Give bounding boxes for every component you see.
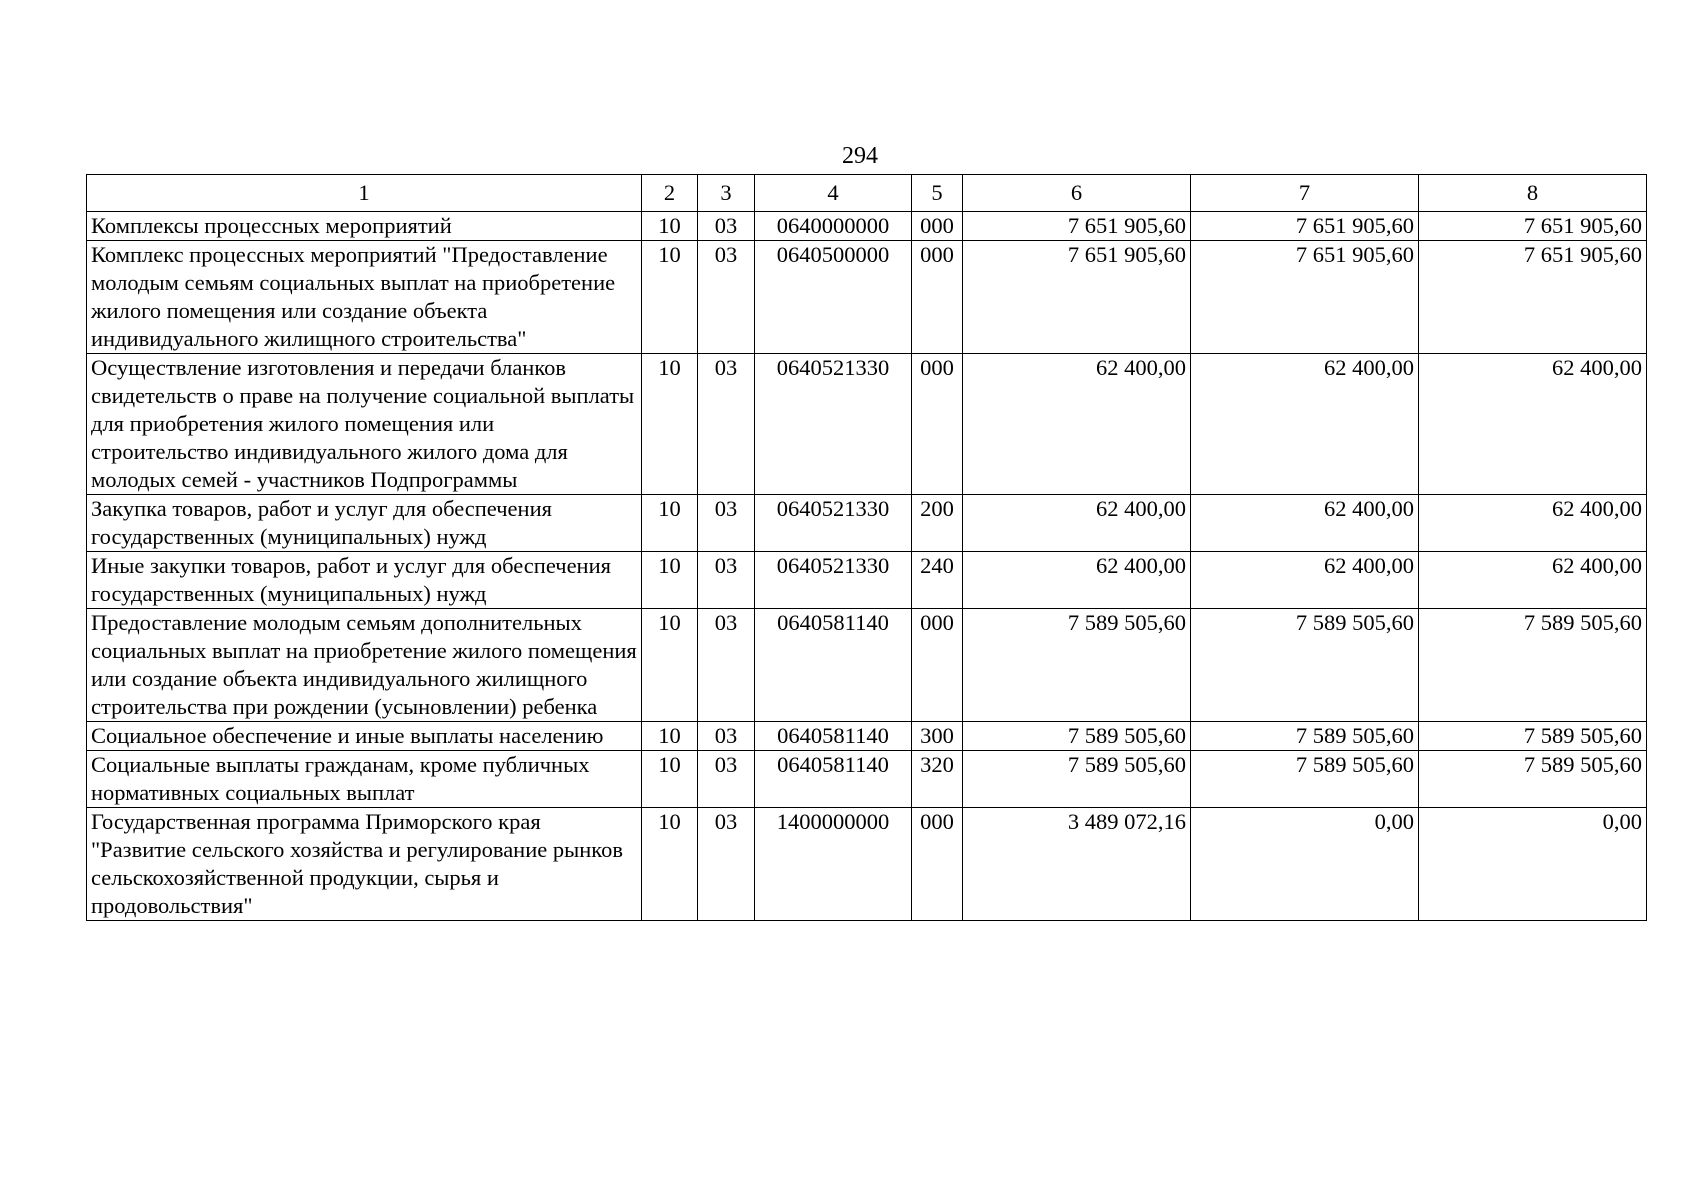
amount-col-8: 62 400,00 — [1419, 495, 1647, 552]
subsection-code: 03 — [698, 609, 755, 722]
target-article-code: 0640581140 — [755, 751, 912, 808]
header-cell: 8 — [1419, 175, 1647, 212]
budget-table — [86, 174, 1647, 921]
expense-type-code: 300 — [912, 722, 963, 751]
subsection-code: 03 — [698, 495, 755, 552]
header-cell: 1 — [87, 175, 642, 212]
amount-col-8: 7 651 905,60 — [1419, 241, 1647, 354]
amount-col-7: 7 589 505,60 — [1191, 751, 1419, 808]
amount-col-6: 7 651 905,60 — [963, 241, 1191, 354]
table-row — [87, 609, 1647, 722]
expense-type-code: 000 — [912, 241, 963, 354]
row-name: Социальные выплаты гражданам, кроме публичных нормативных социальных выплат — [87, 751, 642, 808]
section-code: 10 — [642, 609, 698, 722]
section-code: 10 — [642, 354, 698, 495]
amount-col-6: 3 489 072,16 — [963, 808, 1191, 921]
table-row — [87, 751, 1647, 808]
amount-col-8: 62 400,00 — [1419, 354, 1647, 495]
row-name: Комплекс процессных мероприятий "Предоставление молодым семьям социальных выплат на приобретение жилого помещения или создание объекта индивидуального жилищного строительства" — [87, 241, 642, 354]
table-row — [87, 241, 1647, 354]
subsection-code: 03 — [698, 241, 755, 354]
subsection-code: 03 — [698, 212, 755, 241]
section-code: 10 — [642, 495, 698, 552]
page-number: 294 — [842, 143, 878, 169]
row-name: Иные закупки товаров, работ и услуг для обеспечения государственных (муниципальных) нужд — [87, 552, 642, 609]
target-article-code: 0640000000 — [755, 212, 912, 241]
amount-col-8: 7 651 905,60 — [1419, 212, 1647, 241]
target-article-code: 0640521330 — [755, 354, 912, 495]
section-code: 10 — [642, 751, 698, 808]
expense-type-code: 320 — [912, 751, 963, 808]
target-article-code: 0640581140 — [755, 722, 912, 751]
row-name: Социальное обеспечение и иные выплаты населению — [87, 722, 642, 751]
table-row — [87, 212, 1647, 241]
header-cell: 3 — [698, 175, 755, 212]
amount-col-8: 62 400,00 — [1419, 552, 1647, 609]
expense-type-code: 000 — [912, 808, 963, 921]
header-cell: 4 — [755, 175, 912, 212]
header-cell: 5 — [912, 175, 963, 212]
amount-col-6: 7 589 505,60 — [963, 751, 1191, 808]
target-article-code: 0640500000 — [755, 241, 912, 354]
table-row — [87, 808, 1647, 921]
amount-col-8: 7 589 505,60 — [1419, 609, 1647, 722]
amount-col-7: 62 400,00 — [1191, 495, 1419, 552]
section-code: 10 — [642, 808, 698, 921]
row-name: Предоставление молодым семьям дополнительных социальных выплат на приобретение жилого помещения или создание объекта индивидуального жилищного строительства при рождении (усыновлении) ребенка — [87, 609, 642, 722]
amount-col-6: 62 400,00 — [963, 354, 1191, 495]
row-name: Закупка товаров, работ и услуг для обеспечения государственных (муниципальных) нужд — [87, 495, 642, 552]
section-code: 10 — [642, 722, 698, 751]
section-code: 10 — [642, 552, 698, 609]
amount-col-7: 7 651 905,60 — [1191, 241, 1419, 354]
header-cell: 7 — [1191, 175, 1419, 212]
table-row — [87, 495, 1647, 552]
amount-col-7: 7 589 505,60 — [1191, 722, 1419, 751]
amount-col-7: 7 589 505,60 — [1191, 609, 1419, 722]
subsection-code: 03 — [698, 354, 755, 495]
amount-col-6: 7 589 505,60 — [963, 609, 1191, 722]
table-row — [87, 722, 1647, 751]
row-name: Государственная программа Приморского края "Развитие сельского хозяйства и регулирование рынков сельскохозяйственной продукции, сырья и продовольствия" — [87, 808, 642, 921]
expense-type-code: 000 — [912, 212, 963, 241]
expense-type-code: 000 — [912, 609, 963, 722]
target-article-code: 0640521330 — [755, 495, 912, 552]
amount-col-6: 62 400,00 — [963, 495, 1191, 552]
subsection-code: 03 — [698, 808, 755, 921]
expense-type-code: 240 — [912, 552, 963, 609]
amount-col-7: 62 400,00 — [1191, 552, 1419, 609]
table-row — [87, 354, 1647, 495]
amount-col-6: 62 400,00 — [963, 552, 1191, 609]
subsection-code: 03 — [698, 751, 755, 808]
row-name: Комплексы процессных мероприятий — [87, 212, 642, 241]
section-code: 10 — [642, 241, 698, 354]
target-article-code: 1400000000 — [755, 808, 912, 921]
expense-type-code: 200 — [912, 495, 963, 552]
header-cell: 6 — [963, 175, 1191, 212]
section-code: 10 — [642, 212, 698, 241]
target-article-code: 0640521330 — [755, 552, 912, 609]
target-article-code: 0640581140 — [755, 609, 912, 722]
amount-col-7: 7 651 905,60 — [1191, 212, 1419, 241]
expense-type-code: 000 — [912, 354, 963, 495]
amount-col-8: 7 589 505,60 — [1419, 722, 1647, 751]
amount-col-7: 0,00 — [1191, 808, 1419, 921]
subsection-code: 03 — [698, 552, 755, 609]
amount-col-8: 7 589 505,60 — [1419, 751, 1647, 808]
amount-col-7: 62 400,00 — [1191, 354, 1419, 495]
header-cell: 2 — [642, 175, 698, 212]
subsection-code: 03 — [698, 722, 755, 751]
header-row — [87, 175, 1647, 212]
amount-col-6: 7 651 905,60 — [963, 212, 1191, 241]
table-row — [87, 552, 1647, 609]
row-name: Осуществление изготовления и передачи бланков свидетельств о праве на получение социальной выплаты для приобретения жилого помещения или строительство индивидуального жилого дома для молодых семей - участников Подпрограммы — [87, 354, 642, 495]
amount-col-8: 0,00 — [1419, 808, 1647, 921]
amount-col-6: 7 589 505,60 — [963, 722, 1191, 751]
